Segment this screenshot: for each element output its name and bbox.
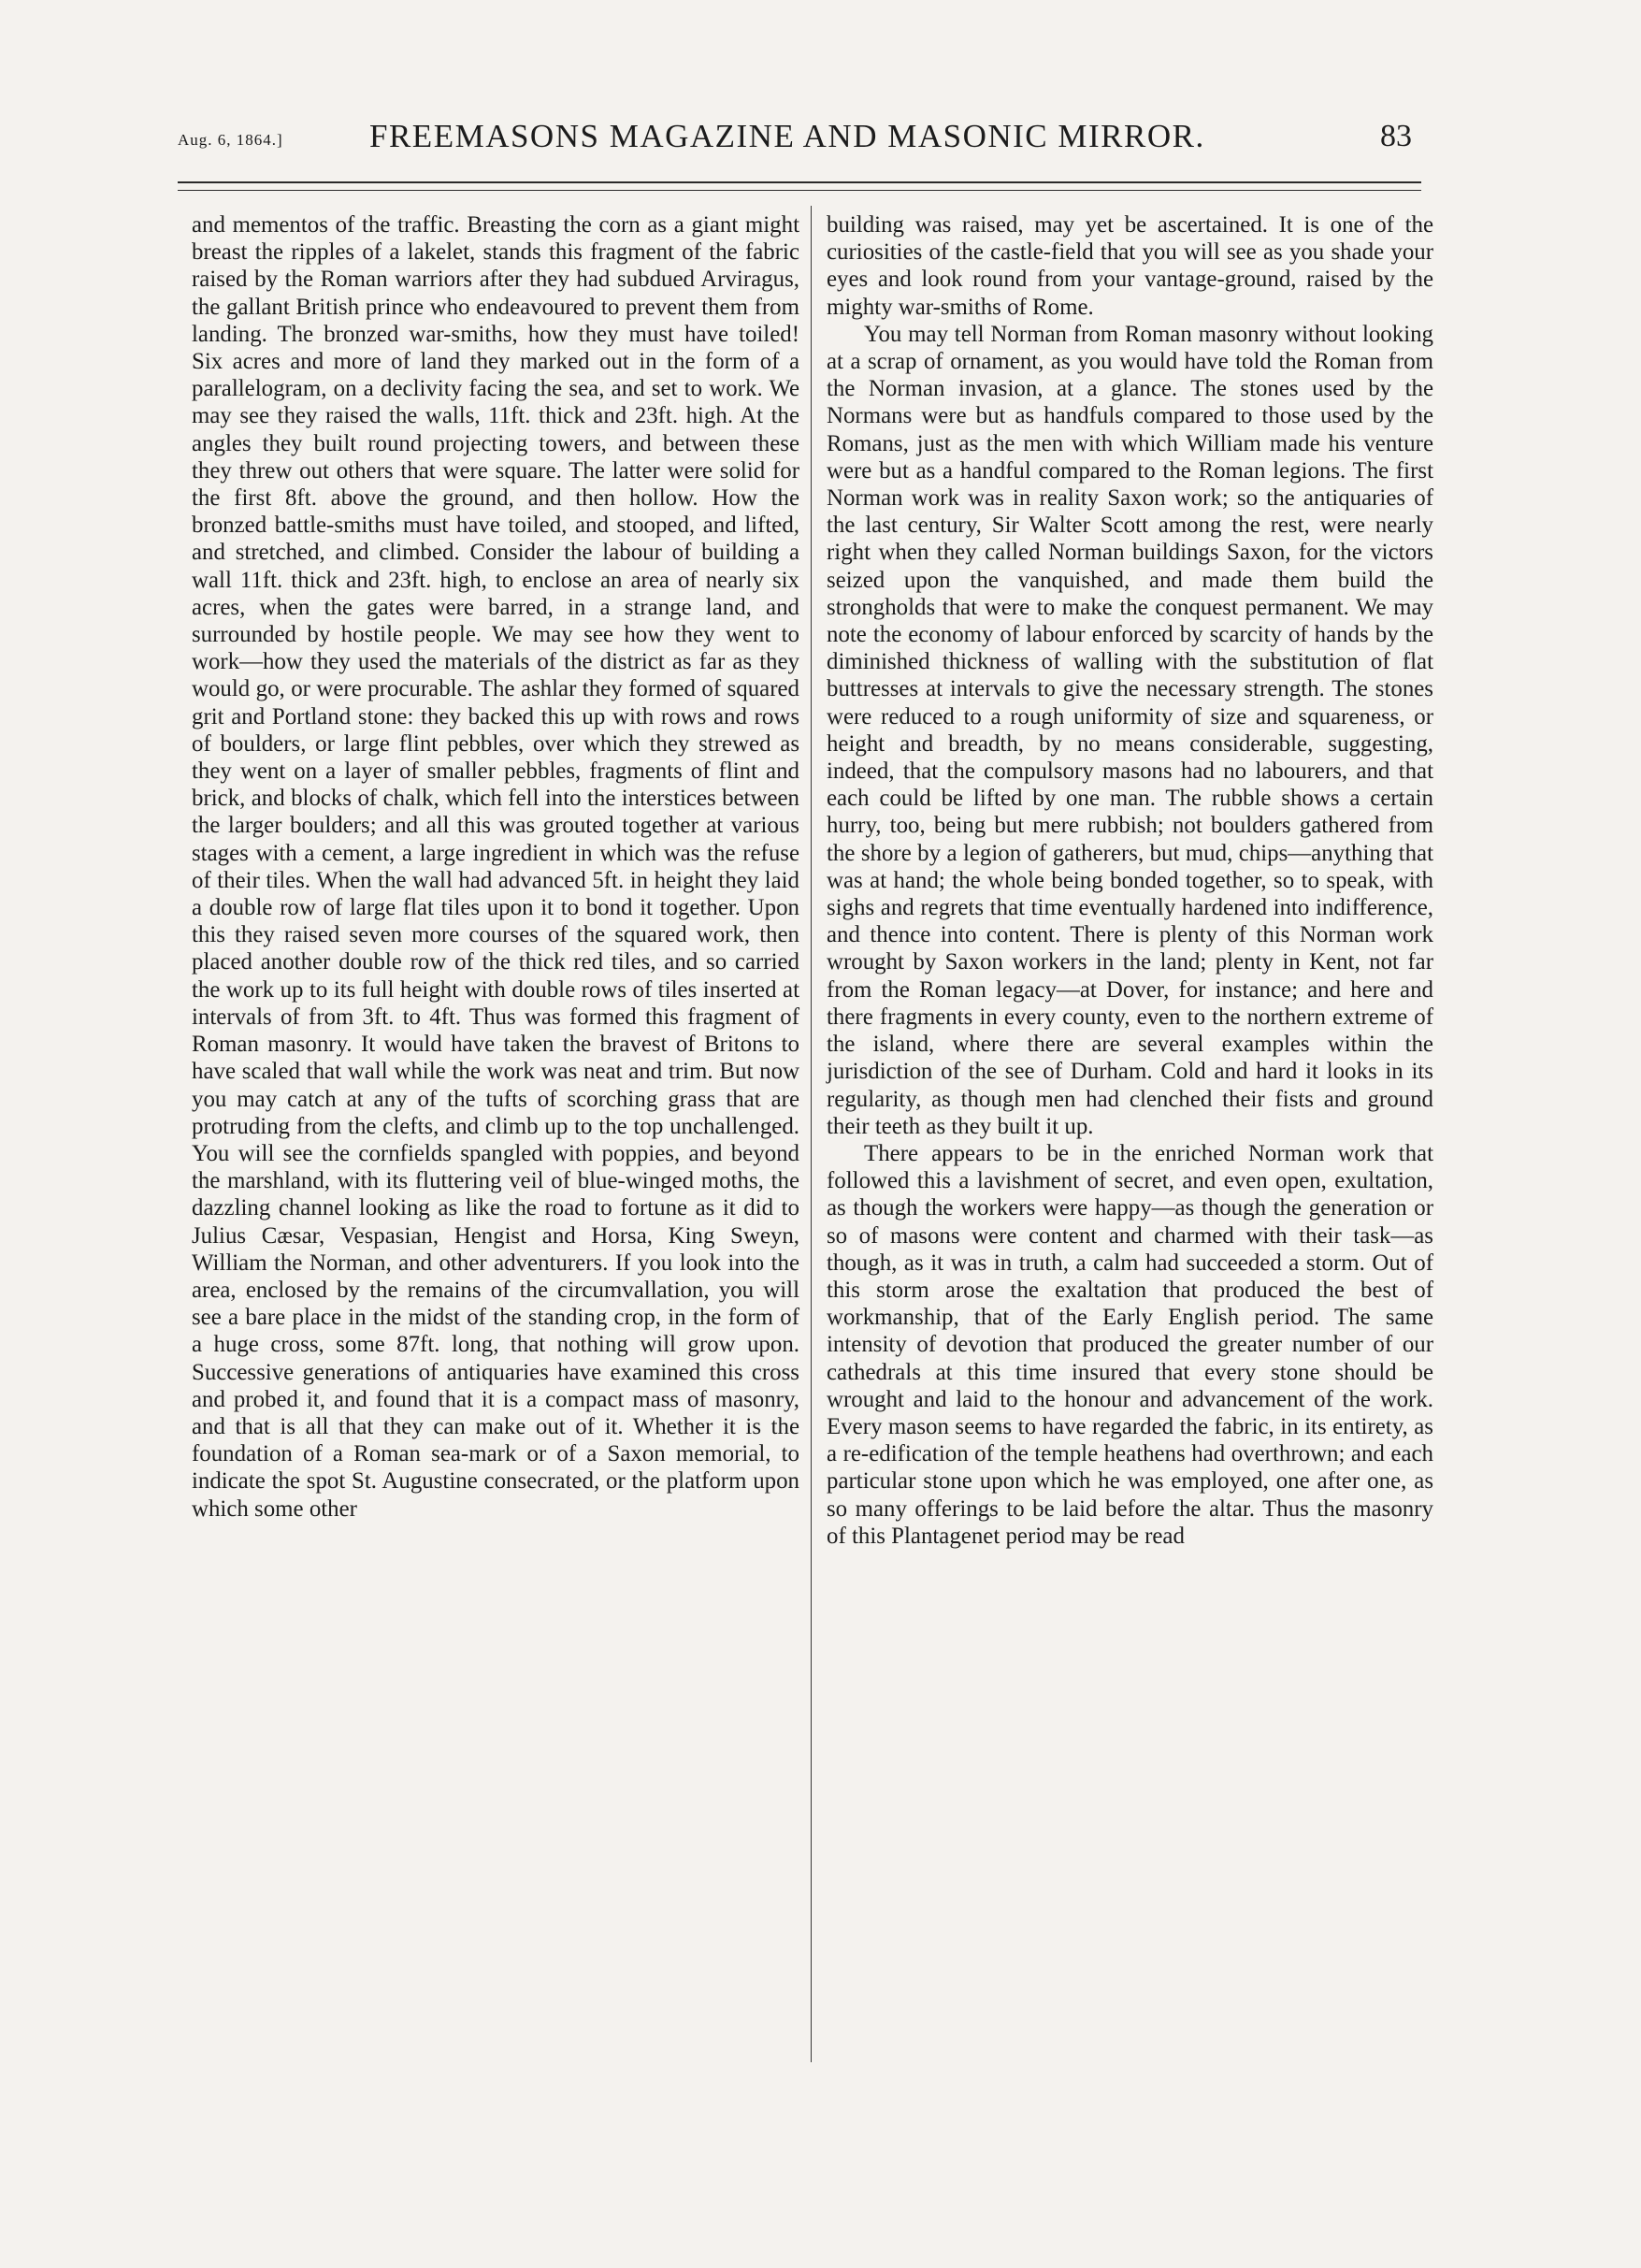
left-paragraph-1: and mementos of the traffic. Breasting the corn as a giant might breast the ripples of a lakelet, stands this fragment of the fabric raised by the Roman warriors after they had subdued Arviragus, the gallant British prince who endeavoured to prevent them from landing. The bronzed war-smiths, how they must have toiled! Six acres and more of land they marked out in the form of a parallelogram, on a declivity facing the sea, and set to work. We may see they raised the walls, 11ft. thick and 23ft. high. At the angles they built round projecting towers, and between these they threw out others that were square. The latter were solid for the first 8ft. above the ground, and then hollow. How the bronzed battle-smiths must have toiled, and stooped, and lifted, and stretched, and climbed. Consider the labour of building a wall 11ft. thick and 23ft. high, to enclose an area of nearly six acres, when the gates were barred, in a strange land, and surrounded by hostile people. We may see how they went to work—how they used the materials of the district as far as they would go, or were procurable. The ashlar they formed of squared grit and Portland stone: they backed this up with rows and rows of boulders, or large flint pebbles, over which they strewed as they went on a layer of smaller pebbles, fragments of flint and brick, and blocks of chalk, which fell into the interstices between the larger boulders; and all this was grouted together at various stages with a cement, a large ingredient in which was the refuse of their tiles. When the wall had advanced 5ft. in height they laid a double row of large flat tiles upon it to bond it together. Upon this they raised seven more courses of the squared work, then placed another double row of the thick red tiles, and so carried the work up to its full height with double rows of tiles inserted at intervals of from 3ft. to 4ft. Thus was formed this fragment of Roman masonry. It would have taken the bravest of Britons to have scaled that wall while the work was neat and trim. But now you may catch at any of the tufts of scorching grass that are protruding from the clefts, and climb up to the top unchallenged. You will see the cornfields spangled with poppies, and beyond the marshland, with its fluttering veil of blue-winged moths, the dazzling channel looking as like the road to fortune as it did to Julius Cæsar, Vespasian, Hengist and Horsa, King Sweyn, William the Norman, and other adventurers. If you look into the area, enclosed by the remains of the circumvallation, you will see a bare place in the midst of the standing crop, in the form of a huge cross, some 87ft. long, that nothing will grow upon. Successive generations of antiquaries have examined this cross and probed it, and found that it is a compact mass of masonry, and that is all that they can make out of it. Whether it is the foundation of a Roman sea-mark or of a Saxon memorial, to indicate the spot St. Augustine consecrated, or the platform upon which some other <box>192 212 799 1522</box>
column-divider <box>811 206 812 2062</box>
magazine-title: FREEMASONS MAGAZINE AND MASONIC MIRROR. <box>369 118 1205 154</box>
right-paragraph-3: There appears to be in the enriched Norman work that followed this a lavishment of secret, and even open, exultation, as though the workers were happy—as though the generation or so of masons were content and charmed with their task—as though, as it was in truth, a calm had succeeded a storm. Out of this storm arose the exaltation that produced the best of workmanship, that of the Early English period. The same intensity of devotion that produced the greater number of our cathedrals at this time insured that every stone should be wrought and laid to the honour and advancement of the work. Every mason seems to have regarded the fabric, in its entirety, as a re-edification of the temple heathens had overthrown; and each particular stone upon which he was employed, one after one, as so many offerings to be laid before the altar. Thus the masonry of this Plantagenet period may be read <box>827 1140 1433 1549</box>
page-header <box>178 112 1421 165</box>
left-column <box>192 211 799 1523</box>
page-number: 83 <box>1380 119 1412 153</box>
issue-date: Aug. 6, 1864.] <box>178 131 283 149</box>
right-column <box>827 211 1433 1550</box>
right-paragraph-1: building was raised, may yet be ascertained. It is one of the curiosities of the castle-field that you will see as you shade your eyes and look round from your vantage-ground, raised by the mighty war-smiths of Rome. <box>827 212 1433 320</box>
right-paragraph-2: You may tell Norman from Roman masonry without looking at a scrap of ornament, as you would have told the Roman from the Norman invasion, at a glance. The stones used by the Normans were but as handfuls compared to those used by the Romans, just as the men with which William made his venture were but as a handful compared to the Roman legions. The first Norman work was in reality Saxon work; so the antiquaries of the last century, Sir Walter Scott among the rest, were nearly right when they called Norman buildings Saxon, for the victors seized upon the vanquished, and made them build the strongholds that were to make the conquest permanent. We may note the economy of labour enforced by scarcity of hands by the diminished thickness of walling with the substitution of flat buttresses at intervals to give the necessary strength. The stones were reduced to a rough uniformity of size and squareness, or height and breadth, by no means considerable, suggesting, indeed, that the compulsory masons had no labourers, and that each could be lifted by one man. The rubble shows a certain hurry, too, being but mere rubbish; not boulders gathered from the shore by a legion of gatherers, but mud, chips—anything that was at hand; the whole being bonded together, so to speak, with sighs and regrets that time eventually hardened into indifference, and thence into content. There is plenty of this Norman work wrought by Saxon workers in the land; plenty in Kent, not far from the Roman legacy—at Dover, for instance; and here and there fragments in every county, even to the northern extreme of the island, where there are several examples within the jurisdiction of the see of Durham. Cold and hard it looks in its regularity, as though men had clenched their fists and ground their teeth as they built it up. <box>827 321 1433 1139</box>
header-rule-thick <box>178 181 1421 183</box>
header-rule-thin <box>178 190 1421 191</box>
